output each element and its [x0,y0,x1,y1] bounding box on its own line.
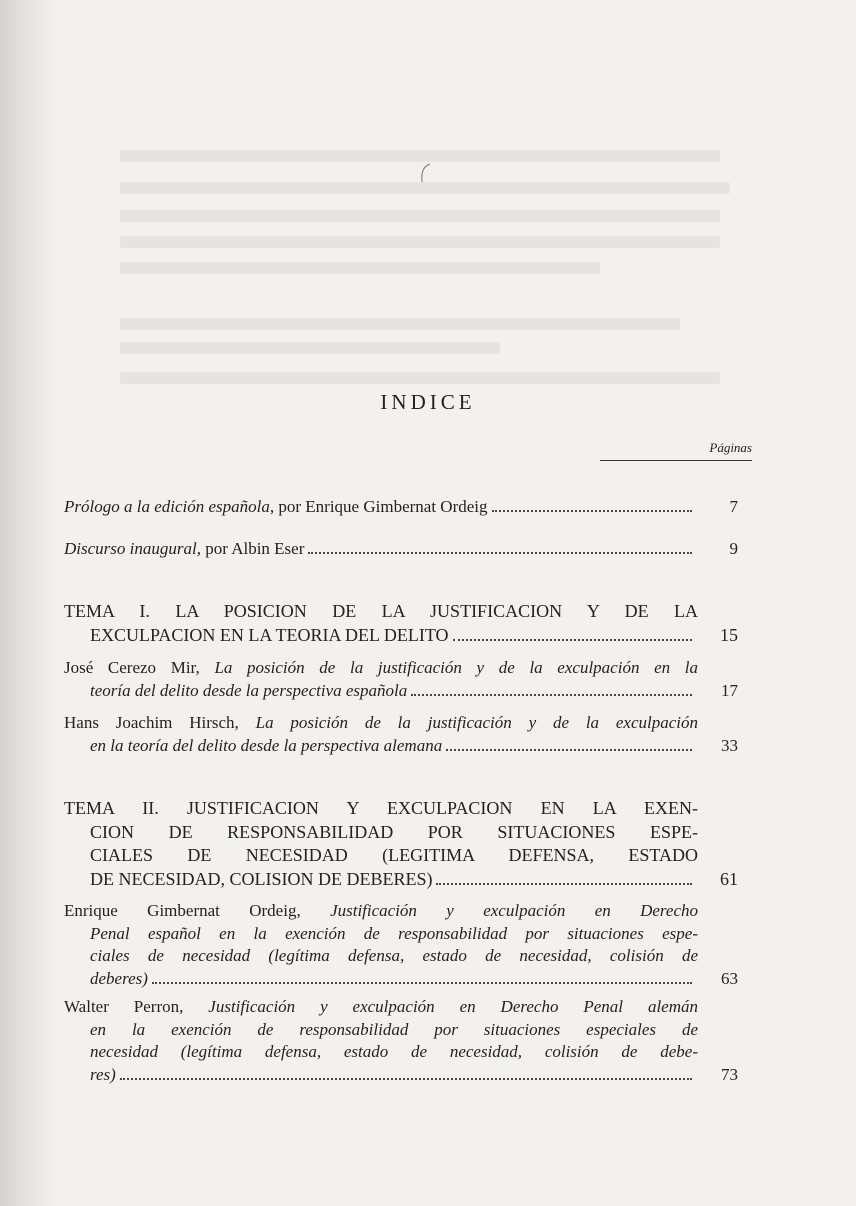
entry-author: José Cerezo Mir, [64,658,215,677]
page-number: 7 [729,497,738,516]
pages-column-header: Páginas [600,440,752,461]
dot-leader [453,639,693,641]
dot-leader [120,1078,692,1080]
bleed-through-line [120,342,500,354]
toc-entry-line: CION DE RESPONSABILIDAD POR SITUACIONES ESPE- [90,821,698,842]
dot-leader [411,694,692,696]
toc-entry-line: ciales de necesidad (legítima defensa, estado de necesidad, colisión de [90,946,698,965]
dot-leader [492,510,692,512]
toc-entry-line-text: EXCULPACION EN LA TEORIA DEL DELITO [90,624,449,645]
toc-entry-text [64,996,698,1086]
toc-entry-line [64,496,698,519]
pen-mark-icon [418,162,432,184]
page-number: 17 [721,680,738,700]
toc-entry-text [64,797,698,891]
toc-entry-line-text: DE NECESIDAD, COLISION DE DEBERES) [90,868,433,889]
toc-entry-line [64,900,698,923]
toc-entry-line [64,624,698,648]
toc-entry-perron[interactable] [64,996,738,1086]
toc-entry-line [64,538,698,561]
page-number: 15 [720,624,738,645]
toc-entry-line [64,868,698,892]
bleed-through-line [120,262,600,274]
entry-author: por Enrique Gimbernat Ordeig [274,497,488,516]
toc-entry-prologo[interactable] [64,496,738,519]
page-number: 61 [720,868,738,889]
entry-italic-title: Justificación y exculpación en Derecho [330,901,699,920]
toc-entry-cerezo-mir[interactable] [64,657,738,702]
entry-italic-title: La posición de la justificación y de la exculpación en la [214,658,699,677]
bleed-through-line [120,318,680,330]
toc-entry-gimbernat[interactable] [64,900,738,990]
entry-author: Hans Joachim Hirsch, [64,713,256,732]
entry-author: Walter Perron, [64,997,209,1016]
entry-italic-title: teoría del delito desde la perspectiva española [90,680,408,700]
toc-entry-line: necesidad (legítima defensa, estado de necesidad, colisión de debe- [90,1042,698,1061]
entry-italic-title: Discurso inaugural, [64,539,201,558]
bleed-through-line [120,236,720,248]
toc-entry-line [64,735,698,758]
toc-entry-text [64,538,698,561]
entry-italic-title: Justificación y exculpación en Derecho Penal alemán [208,997,698,1016]
page-number: 33 [721,735,738,755]
dot-leader [308,552,692,554]
page-title: INDICE [380,390,476,414]
toc-entry-line: Penal español en la exención de responsabilidad por situaciones espe- [90,923,698,943]
toc-entry-text [64,712,698,757]
toc-entry-line [64,712,698,735]
page-number: 63 [721,968,738,988]
toc-entry-text [64,496,698,519]
toc-entry-line: TEMA II. JUSTIFICACION Y EXCULPACION EN LA EXEN- [64,798,698,818]
toc-entry-line: CIALES DE NECESIDAD (LEGITIMA DEFENSA, ESTADO [90,845,698,865]
toc-entry-line: en la exención de responsabilidad por situaciones especiales de [90,1019,698,1039]
toc-entry-line: TEMA I. LA POSICION DE LA JUSTIFICACION Y DE LA [64,601,698,621]
toc-entry-discurso[interactable] [64,538,738,561]
bleed-through-line [120,150,720,162]
entry-italic-title: Prólogo a la edición española, [64,497,275,516]
dot-leader [436,883,692,885]
toc-entry-hirsch[interactable] [64,712,738,757]
entry-author: Enrique Gimbernat Ordeig, [64,901,331,920]
entry-italic-title: en la teoría del delito desde la perspectiva alemana [90,735,443,755]
toc-entry-text [64,900,698,990]
toc-entry-text [64,657,698,702]
bleed-through-line [120,210,720,222]
gutter-shadow [0,0,60,1206]
entry-italic-title: res) [90,1064,116,1084]
toc-entry-line [64,680,698,703]
toc-entry-line [64,1064,698,1087]
bleed-through-line [120,372,720,384]
dot-leader [152,982,692,984]
entry-italic-title: La posición de la justificación y de la exculpación [255,713,698,732]
toc-entry-tema-1[interactable] [64,600,738,647]
toc-entry-line [64,657,698,680]
toc-entry-line [64,996,698,1019]
toc-entry-line [64,968,698,991]
toc-entry-text [64,600,698,647]
dot-leader [446,749,692,751]
page-number: 9 [729,539,738,558]
entry-author: por Albin Eser [200,539,305,558]
entry-italic-title: deberes) [90,968,148,988]
toc-entry-tema-2[interactable] [64,797,738,891]
page-number: 73 [721,1064,738,1084]
